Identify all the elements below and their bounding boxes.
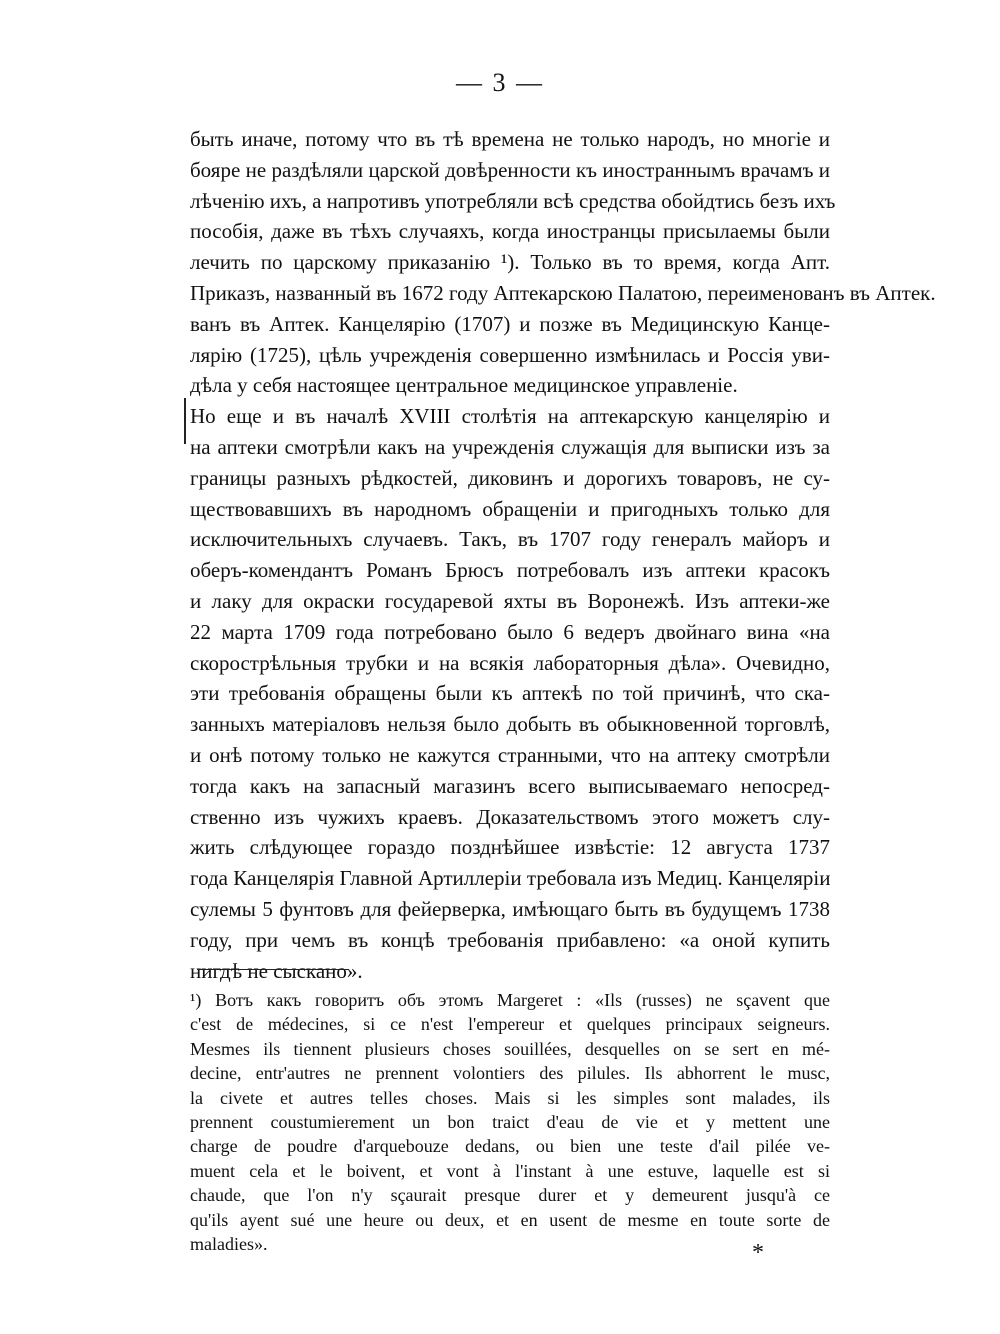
footnote-divider (197, 969, 349, 970)
footnote-line: qu'ils ayent sué une heure ou deux, et en usent de mesme en toute sorte de (190, 1209, 830, 1230)
text-line: лярію (1725), цѣль учрежденія совершенно измѣнилась и Россія уви- (190, 342, 830, 367)
text-line: занныхъ матеріаловъ нельзя было добыть въ обыкновенной торговлѣ, (190, 712, 830, 737)
text-line: ществовавшихъ въ народномъ обращеніи и пригодныхъ только для (190, 496, 830, 521)
margin-rule (184, 398, 186, 444)
text-line: сулемы 5 фунтовъ для фейерверка, имѣющаго быть въ будущемъ 1738 (190, 896, 830, 921)
footnote-line: ¹) Вотъ какъ говоритъ объ этомъ Margeret : «Ils (russes) ne sçavent que (190, 990, 830, 1010)
text-line: оберъ-комендантъ Романъ Брюсъ потребовалъ изъ аптеки красокъ (190, 558, 830, 583)
text-line: ванъ въ Аптек. Канцелярію (1707) и позже въ Медицинскую Канце- (190, 311, 830, 336)
text-line: быть иначе, потому что въ тѣ времена не только народъ, но многіе и (190, 127, 830, 151)
page-number: — 3 — (456, 68, 544, 97)
main-text (190, 124, 936, 986)
signature-star-mark: * (752, 1240, 764, 1266)
text-line: жить слѣдующее гораздо позднѣйшее извѣстіе: 12 августа 1737 (190, 835, 830, 860)
text-line: лечить по царскому приказанію ¹). Только въ то время, когда Апт. (190, 250, 830, 275)
text-line: границы разныхъ рѣдкостей, диковинъ и дорогихъ товаровъ, не су- (190, 465, 830, 490)
text-line: дѣла у себя настоящее центральное медицинское управленіе. (190, 373, 738, 398)
text-line: ственно изъ чужихъ краевъ. Доказательствомъ этого можетъ слу- (190, 804, 830, 829)
text-line: бояре не раздѣляли царской довѣренности къ иностраннымъ врачамъ и (190, 157, 830, 182)
text-line: скорострѣльныя трубки и на всякія лабораторныя дѣла». Очевидно, (190, 650, 830, 675)
text-line: тогда какъ на запасный магазинъ всего выписываемаго непосред- (190, 773, 830, 798)
text-line: 22 марта 1709 года потребовано было 6 ведеръ двойнаго вина «на (190, 619, 830, 644)
text-line: Приказъ, названный въ 1672 году Аптекарскою Палатою, переименованъ въ Аптек. (190, 280, 936, 305)
text-line: и лаку для окраски государевой яхты въ Воронежѣ. Изъ аптеки-же (190, 588, 830, 613)
footnote-line: chaude, que l'on n'y sçaurait presque durer et y demeurent jusqu'à ce (190, 1185, 830, 1206)
text-line: исключительныхъ случаевъ. Такъ, въ 1707 году генералъ майоръ и (190, 527, 830, 552)
text-line: лѣченію ихъ, а напротивъ употребляли всѣ средства обойдтись безъ ихъ (190, 188, 836, 213)
footnote-line: prennent coustumierement un bon traict d'eau de vie et y mettent une (190, 1112, 830, 1133)
footnote-line: maladies». (190, 1234, 268, 1255)
text-line: году, при чемъ въ концѣ требованія прибавлено: «а оной купить (190, 927, 830, 952)
footnote-line: Mesmes ils tiennent plusieurs choses souillées, desquelles on se sert en mé- (190, 1038, 830, 1059)
footnote-line: muent cela et le boivent, et vont à l'instant à une estuve, laquelle est si (190, 1160, 830, 1181)
footnote-line: c'est de médecines, si ce n'est l'empereur et quelques principaux seigneurs. (190, 1014, 830, 1035)
text-line: года Канцелярія Главной Артиллеріи требовала изъ Медиц. Канцеляріи (190, 866, 831, 891)
text-line: на аптеки смотрѣли какъ на учрежденія служащія для выписки изъ за (190, 434, 830, 459)
text-line: эти требованія обращены были къ аптекѣ по той причинѣ, что ска- (190, 681, 830, 706)
footnote-line: charge de poudre d'arquebouze dedans, ou bien une teste d'ail pilée ve- (190, 1136, 830, 1157)
footnote-line: decine, entr'autres ne prennent volontiers des pilules. Ils abhorrent le musc, (190, 1063, 830, 1084)
footnote (190, 988, 830, 1256)
text-line: и онѣ потому только не кажутся странными, что на аптеку смотрѣли (190, 742, 830, 767)
text-line: нигдѣ не сыскано». (190, 958, 363, 983)
text-line: пособія, даже въ тѣхъ случаяхъ, когда иностранцы присылаемы были (190, 219, 830, 244)
text-line: Но еще и въ началѣ XVIII столѣтія на аптекарскую канцелярію и (190, 404, 830, 429)
footnote-line: la civete et autres telles choses. Mais si les simples sont malades, ils (190, 1087, 830, 1108)
